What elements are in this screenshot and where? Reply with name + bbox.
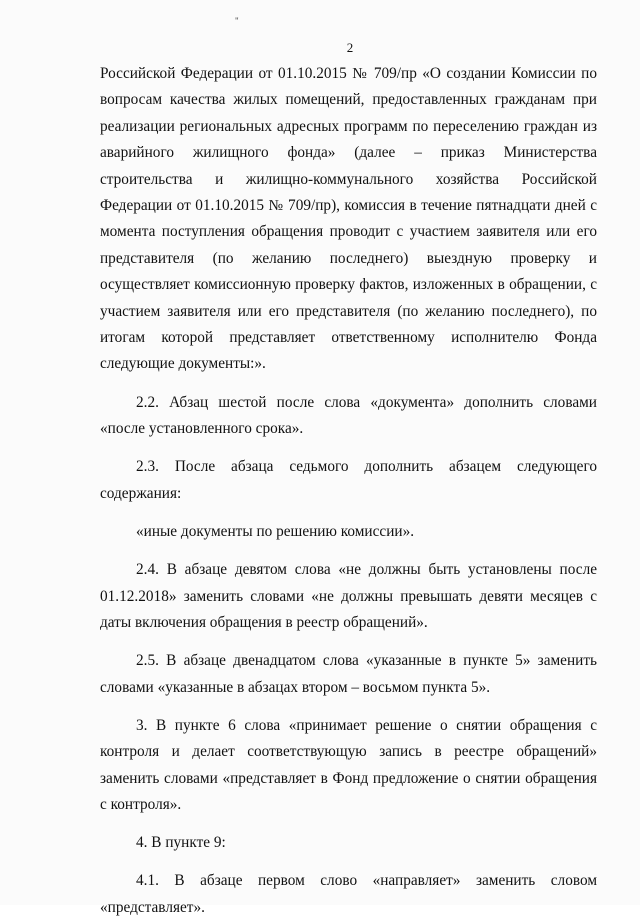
document-body [100,61,597,921]
paragraph-4-1: 4.1. В абзаце первом слово «направляет» заменить словом «представляет». [100,872,597,916]
scan-mark: " [235,16,239,26]
paragraph-4: 4. В пункте 9: [136,834,226,852]
paragraph-continuation: Российской Федерации от 01.10.2015 № 709/пр «О создании Комиссии по вопросам качества жилых помещений, предоставленных гражданам при реализации региональных адресных программ по переселению граждан из аварийного жилищного фонда» (далее – приказ Министерства строительства и жилищно-коммунального хозяйства Российской Федерации от 01.10.2015 № 709/пр), комиссия в течение пятнадцати дней с момента поступления обращения проводит с участием заявителя или его представителя (по желанию последнего) выездную проверку и осуществляет комиссионную проверку фактов, изложенных в обращении, с участием заявителя или его представителя (по желанию последнего), по итогам которой представляет ответственному исполнителю Фонда следующие документы:». [100,65,597,373]
paragraph-2-2: 2.2. Абзац шестой после слова «документа» дополнить словами «после установленного срока». [100,393,597,438]
paragraph-2-4: 2.4. В абзаце девятом слова «не должны быть установлены после 01.12.2018» заменить словами «не должны превышать девяти месяцев с даты включения обращения в реестр обращений». [100,561,597,631]
page-number: 2 [346,40,354,55]
paragraph-2-5: 2.5. В абзаце двенадцатом слова «указанные в пункте 5» заменить словами «указанные в абзацах втором – восьмом пункта 5». [100,652,597,696]
paragraph-2-3: 2.3. После абзаца седьмого дополнить абзацем следующего содержания: [100,458,597,502]
paragraph-3: 3. В пункте 6 слова «принимает решение о снятии обращения с контроля и делает соответствующую запись в реестре обращений» заменить словами «представляет в Фонд предложение о снятии обращения с контроля». [100,716,597,813]
paragraph-quoted-addition: «иные документы по решению комиссии». [136,522,415,540]
